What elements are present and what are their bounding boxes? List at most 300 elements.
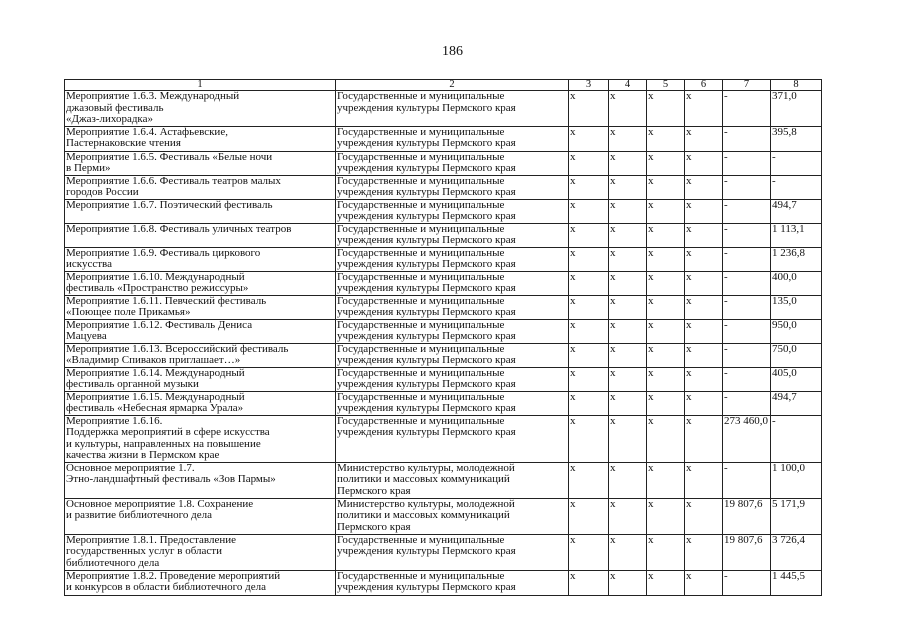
mark-col-5: х — [648, 391, 654, 403]
responsible-executor-cell — [336, 319, 569, 343]
value-col-8-cell — [771, 391, 822, 415]
mark-col-5-cell — [647, 319, 685, 343]
responsible-executor-cell — [336, 367, 569, 391]
mark-col-4: х — [610, 462, 616, 474]
value-col-8: 494,7 — [772, 391, 797, 403]
header-row — [65, 80, 822, 91]
value-col-8: 1 236,8 — [772, 247, 805, 259]
value-col-7-cell — [723, 343, 771, 367]
mark-col-4: х — [610, 151, 616, 163]
value-col-8-cell — [771, 91, 822, 127]
mark-col-5-cell — [647, 151, 685, 175]
mark-col-5-cell — [647, 534, 685, 570]
table-row — [65, 175, 822, 199]
table-row — [65, 295, 822, 319]
responsible-executor: Министерство культуры, молодежной политики и массовых коммуникаций Пермского края — [337, 462, 515, 497]
mark-col-6: х — [686, 534, 692, 546]
activity-name-cell — [65, 570, 336, 595]
value-col-8-cell — [771, 498, 822, 534]
activity-name: Мероприятие 1.6.9. Фестиваль циркового искусства — [66, 247, 261, 270]
mark-col-3-cell — [569, 534, 609, 570]
value-col-8-cell — [771, 151, 822, 175]
value-col-7-cell — [723, 247, 771, 271]
responsible-executor: Государственные и муниципальные учреждения культуры Пермского края — [337, 271, 516, 294]
mark-col-6: х — [686, 199, 692, 211]
mark-col-4: х — [610, 570, 616, 582]
responsible-executor: Государственные и муниципальные учреждения культуры Пермского края — [337, 223, 516, 246]
activity-name: Мероприятие 1.6.8. Фестиваль уличных театров — [66, 223, 292, 235]
responsible-executor: Государственные и муниципальные учреждения культуры Пермского края — [337, 90, 516, 114]
mark-col-3-cell — [569, 199, 609, 223]
value-col-7: 273 460,0 — [724, 415, 768, 427]
activity-name-cell — [65, 415, 336, 462]
value-col-7: - — [724, 175, 728, 187]
activity-name: Мероприятие 1.6.16. Поддержка мероприятий в сфере искусства и культуры, направленных на повышение качества жизни в Пермском крае — [66, 415, 270, 461]
mark-col-3-cell — [569, 295, 609, 319]
table-row — [65, 570, 822, 595]
responsible-executor: Государственные и муниципальные учреждения культуры Пермского края — [337, 415, 516, 438]
activity-name-cell — [65, 319, 336, 343]
mark-col-4: х — [610, 391, 616, 403]
value-col-7-cell — [723, 151, 771, 175]
mark-col-5-cell — [647, 343, 685, 367]
mark-col-3: х — [570, 367, 576, 379]
activity-name: Мероприятие 1.6.12. Фестиваль Дениса Мацуева — [66, 319, 253, 342]
header-cell: 4 — [609, 80, 647, 91]
mark-col-3: х — [570, 391, 576, 403]
responsible-executor: Государственные и муниципальные учреждения культуры Пермского края — [337, 175, 516, 198]
value-col-7: - — [724, 462, 728, 474]
value-col-7: - — [724, 319, 728, 331]
activity-name-cell — [65, 271, 336, 295]
mark-col-4: х — [610, 90, 616, 102]
mark-col-3-cell — [569, 126, 609, 151]
mark-col-5: х — [648, 126, 654, 138]
mark-col-3-cell — [569, 319, 609, 343]
mark-col-6-cell — [685, 343, 723, 367]
activity-name-cell — [65, 175, 336, 199]
mark-col-4: х — [610, 534, 616, 546]
mark-col-6-cell — [685, 199, 723, 223]
activity-name: Основное мероприятие 1.7. Этно-ландшафтный фестиваль «Зов Пармы» — [66, 462, 276, 485]
mark-col-6: х — [686, 271, 692, 283]
table-row — [65, 247, 822, 271]
table-row — [65, 498, 822, 534]
activity-name-cell — [65, 223, 336, 247]
mark-col-6-cell — [685, 319, 723, 343]
value-col-8-cell — [771, 271, 822, 295]
mark-col-5-cell — [647, 126, 685, 151]
table-row — [65, 391, 822, 415]
activity-name-cell — [65, 367, 336, 391]
mark-col-5: х — [648, 247, 654, 259]
activity-name-cell — [65, 462, 336, 498]
mark-col-5: х — [648, 367, 654, 379]
value-col-8: 1 113,1 — [772, 223, 805, 235]
mark-col-6: х — [686, 126, 692, 138]
mark-col-4-cell — [609, 247, 647, 271]
mark-col-3-cell — [569, 343, 609, 367]
mark-col-5: х — [648, 498, 654, 510]
value-col-8-cell — [771, 570, 822, 595]
value-col-7: - — [724, 343, 728, 355]
mark-col-5-cell — [647, 175, 685, 199]
mark-col-3: х — [570, 247, 576, 259]
value-col-8: - — [772, 175, 776, 187]
value-col-7: - — [724, 90, 728, 102]
value-col-7-cell — [723, 295, 771, 319]
mark-col-6: х — [686, 498, 692, 510]
value-col-7-cell — [723, 175, 771, 199]
mark-col-5-cell — [647, 223, 685, 247]
mark-col-4-cell — [609, 126, 647, 151]
responsible-executor-cell — [336, 462, 569, 498]
mark-col-3: х — [570, 534, 576, 546]
activity-name: Мероприятие 1.6.10. Международный фестиваль «Пространство режиссуры» — [66, 271, 249, 294]
mark-col-3-cell — [569, 415, 609, 462]
mark-col-4-cell — [609, 295, 647, 319]
mark-col-3: х — [570, 126, 576, 138]
mark-col-4-cell — [609, 175, 647, 199]
mark-col-6-cell — [685, 498, 723, 534]
value-col-8-cell — [771, 175, 822, 199]
mark-col-5-cell — [647, 570, 685, 595]
mark-col-6-cell — [685, 151, 723, 175]
responsible-executor-cell — [336, 199, 569, 223]
mark-col-6: х — [686, 570, 692, 582]
activity-name: Мероприятие 1.6.3. Международный джазовый фестиваль «Джаз-лихорадка» — [66, 90, 240, 125]
responsible-executor-cell — [336, 570, 569, 595]
mark-col-4: х — [610, 126, 616, 138]
mark-col-6-cell — [685, 462, 723, 498]
activity-name-cell — [65, 343, 336, 367]
mark-col-6: х — [686, 391, 692, 403]
page-number: 186 — [442, 44, 463, 59]
mark-col-5-cell — [647, 367, 685, 391]
responsible-executor: Государственные и муниципальные учреждения культуры Пермского края — [337, 319, 516, 342]
value-col-8: 950,0 — [772, 319, 797, 331]
mark-col-6: х — [686, 175, 692, 187]
mark-col-4-cell — [609, 199, 647, 223]
value-col-8-cell — [771, 534, 822, 570]
mark-col-5: х — [648, 175, 654, 187]
mark-col-6-cell — [685, 126, 723, 151]
value-col-8: - — [772, 151, 776, 163]
activity-name: Мероприятие 1.6.7. Поэтический фестиваль — [66, 199, 273, 211]
activity-name-cell — [65, 295, 336, 319]
mark-col-5-cell — [647, 415, 685, 462]
responsible-executor-cell — [336, 223, 569, 247]
mark-col-3-cell — [569, 223, 609, 247]
mark-col-4: х — [610, 498, 616, 510]
mark-col-3: х — [570, 151, 576, 163]
mark-col-4-cell — [609, 91, 647, 127]
mark-col-6: х — [686, 343, 692, 355]
mark-col-5-cell — [647, 271, 685, 295]
mark-col-6-cell — [685, 223, 723, 247]
value-col-7-cell — [723, 223, 771, 247]
header-cell: 3 — [569, 80, 609, 91]
mark-col-3-cell — [569, 367, 609, 391]
mark-col-5: х — [648, 90, 654, 102]
value-col-8: 3 726,4 — [772, 534, 805, 546]
activity-name: Мероприятие 1.8.1. Предоставление государственных услуг в области библиотечного дела — [66, 534, 237, 569]
mark-col-5: х — [648, 343, 654, 355]
value-col-7-cell — [723, 534, 771, 570]
activity-name: Мероприятие 1.8.2. Проведение мероприятий и конкурсов в области библиотечного дела — [66, 570, 281, 593]
mark-col-3: х — [570, 498, 576, 510]
mark-col-4: х — [610, 175, 616, 187]
table-row — [65, 462, 822, 498]
table-row — [65, 271, 822, 295]
header-cell: 8 — [771, 80, 822, 91]
mark-col-5-cell — [647, 391, 685, 415]
mark-col-4-cell — [609, 534, 647, 570]
table-row — [65, 223, 822, 247]
responsible-executor: Государственные и муниципальные учреждения культуры Пермского края — [337, 391, 516, 414]
table-row — [65, 534, 822, 570]
responsible-executor: Государственные и муниципальные учреждения культуры Пермского края — [337, 126, 516, 149]
value-col-7-cell — [723, 319, 771, 343]
mark-col-4-cell — [609, 498, 647, 534]
value-col-8: 395,8 — [772, 126, 797, 138]
responsible-executor-cell — [336, 534, 569, 570]
mark-col-4: х — [610, 343, 616, 355]
mark-col-3: х — [570, 343, 576, 355]
responsible-executor: Государственные и муниципальные учреждения культуры Пермского края — [337, 367, 516, 390]
value-col-7-cell — [723, 126, 771, 151]
mark-col-6-cell — [685, 391, 723, 415]
mark-col-6-cell — [685, 91, 723, 127]
value-col-7-cell — [723, 462, 771, 498]
mark-col-4-cell — [609, 391, 647, 415]
mark-col-5: х — [648, 319, 654, 331]
value-col-7-cell — [723, 570, 771, 595]
mark-col-6: х — [686, 319, 692, 331]
mark-col-4: х — [610, 247, 616, 259]
mark-col-5: х — [648, 415, 654, 427]
value-col-7: 19 807,6 — [724, 498, 763, 510]
mark-col-4: х — [610, 271, 616, 283]
value-col-8: 405,0 — [772, 367, 797, 379]
responsible-executor: Министерство культуры, молодежной политики и массовых коммуникаций Пермского края — [337, 498, 515, 533]
responsible-executor-cell — [336, 295, 569, 319]
mark-col-6-cell — [685, 295, 723, 319]
mark-col-4-cell — [609, 367, 647, 391]
value-col-7: - — [724, 570, 728, 582]
mark-col-6: х — [686, 247, 692, 259]
mark-col-4-cell — [609, 570, 647, 595]
mark-col-3: х — [570, 319, 576, 331]
value-col-7: - — [724, 295, 728, 307]
responsible-executor-cell — [336, 151, 569, 175]
activity-name: Мероприятие 1.6.5. Фестиваль «Белые ночи в Перми» — [66, 151, 273, 174]
responsible-executor: Государственные и муниципальные учреждения культуры Пермского края — [337, 343, 516, 366]
value-col-8: 400,0 — [772, 271, 797, 283]
responsible-executor-cell — [336, 415, 569, 462]
value-col-8: 135,0 — [772, 295, 797, 307]
value-col-8: 750,0 — [772, 343, 797, 355]
activity-name-cell — [65, 126, 336, 151]
table-row — [65, 126, 822, 151]
mark-col-5-cell — [647, 199, 685, 223]
value-col-8: 1 100,0 — [772, 462, 805, 474]
mark-col-3: х — [570, 570, 576, 582]
mark-col-5-cell — [647, 247, 685, 271]
mark-col-4: х — [610, 367, 616, 379]
mark-col-6-cell — [685, 367, 723, 391]
mark-col-5: х — [648, 271, 654, 283]
mark-col-5: х — [648, 199, 654, 211]
mark-col-3: х — [570, 223, 576, 235]
mark-col-5-cell — [647, 498, 685, 534]
value-col-8-cell — [771, 199, 822, 223]
mark-col-6: х — [686, 223, 692, 235]
mark-col-3-cell — [569, 498, 609, 534]
mark-col-4-cell — [609, 343, 647, 367]
value-col-8-cell — [771, 319, 822, 343]
mark-col-3: х — [570, 175, 576, 187]
value-col-7: - — [724, 126, 728, 138]
activity-name-cell — [65, 534, 336, 570]
activity-name: Мероприятие 1.6.4. Астафьевские, Пастернаковские чтения — [66, 126, 228, 149]
value-col-7: 19 807,6 — [724, 534, 763, 546]
value-col-8-cell — [771, 415, 822, 462]
activity-name-cell — [65, 247, 336, 271]
table-row — [65, 151, 822, 175]
value-col-7: - — [724, 151, 728, 163]
mark-col-4: х — [610, 415, 616, 427]
mark-col-5: х — [648, 223, 654, 235]
value-col-8-cell — [771, 295, 822, 319]
value-col-7-cell — [723, 199, 771, 223]
mark-col-3-cell — [569, 271, 609, 295]
responsible-executor: Государственные и муниципальные учреждения культуры Пермского края — [337, 295, 516, 318]
mark-col-6-cell — [685, 415, 723, 462]
value-col-8-cell — [771, 367, 822, 391]
mark-col-6: х — [686, 90, 692, 102]
responsible-executor: Государственные и муниципальные учреждения культуры Пермского края — [337, 534, 516, 557]
responsible-executor-cell — [336, 126, 569, 151]
mark-col-3-cell — [569, 247, 609, 271]
header-cell: 6 — [685, 80, 723, 91]
value-col-7: - — [724, 199, 728, 211]
responsible-executor-cell — [336, 175, 569, 199]
value-col-8-cell — [771, 223, 822, 247]
value-col-8-cell — [771, 343, 822, 367]
table-row — [65, 199, 822, 223]
activity-name-cell — [65, 391, 336, 415]
table-row — [65, 343, 822, 367]
value-col-8: 5 171,9 — [772, 498, 805, 510]
mark-col-4-cell — [609, 415, 647, 462]
value-col-7-cell — [723, 367, 771, 391]
mark-col-4: х — [610, 223, 616, 235]
activity-name-cell — [65, 199, 336, 223]
mark-col-4-cell — [609, 319, 647, 343]
value-col-8-cell — [771, 247, 822, 271]
responsible-executor: Государственные и муниципальные учреждения культуры Пермского края — [337, 199, 516, 222]
mark-col-4-cell — [609, 462, 647, 498]
mark-col-5-cell — [647, 462, 685, 498]
mark-col-6-cell — [685, 247, 723, 271]
mark-col-3-cell — [569, 391, 609, 415]
mark-col-5: х — [648, 570, 654, 582]
header-cell: 1 — [65, 80, 336, 91]
mark-col-6-cell — [685, 175, 723, 199]
responsible-executor-cell — [336, 343, 569, 367]
mark-col-3: х — [570, 415, 576, 427]
value-col-8: 494,7 — [772, 199, 797, 211]
mark-col-6-cell — [685, 570, 723, 595]
value-col-7: - — [724, 223, 728, 235]
activity-name-cell — [65, 151, 336, 175]
mark-col-4-cell — [609, 223, 647, 247]
responsible-executor: Государственные и муниципальные учреждения культуры Пермского края — [337, 151, 516, 174]
value-col-8: - — [772, 415, 776, 427]
value-col-7: - — [724, 367, 728, 379]
mark-col-3-cell — [569, 151, 609, 175]
activity-name: Основное мероприятие 1.8. Сохранение и развитие библиотечного дела — [66, 498, 254, 521]
value-col-8: 1 445,5 — [772, 570, 805, 582]
responsible-executor: Государственные и муниципальные учреждения культуры Пермского края — [337, 247, 516, 270]
mark-col-5-cell — [647, 295, 685, 319]
mark-col-6: х — [686, 367, 692, 379]
table-row — [65, 319, 822, 343]
table-row — [65, 91, 822, 127]
mark-col-4-cell — [609, 271, 647, 295]
responsible-executor-cell — [336, 271, 569, 295]
value-col-7: - — [724, 247, 728, 259]
value-col-7-cell — [723, 498, 771, 534]
responsible-executor-cell — [336, 391, 569, 415]
value-col-8-cell — [771, 462, 822, 498]
mark-col-6: х — [686, 295, 692, 307]
activity-name: Мероприятие 1.6.6. Фестиваль театров малых городов России — [66, 175, 281, 198]
table-row — [65, 415, 822, 462]
mark-col-3: х — [570, 295, 576, 307]
value-col-8-cell — [771, 126, 822, 151]
header-cell: 5 — [647, 80, 685, 91]
mark-col-3: х — [570, 271, 576, 283]
value-col-7-cell — [723, 91, 771, 127]
activity-name: Мероприятие 1.6.13. Всероссийский фестиваль «Владимир Спиваков приглашает…» — [66, 343, 289, 366]
mark-col-5-cell — [647, 91, 685, 127]
mark-col-3-cell — [569, 175, 609, 199]
program-table — [64, 79, 822, 596]
mark-col-3: х — [570, 199, 576, 211]
mark-col-5: х — [648, 295, 654, 307]
mark-col-4: х — [610, 319, 616, 331]
header-cell: 7 — [723, 80, 771, 91]
value-col-7: - — [724, 391, 728, 403]
mark-col-4: х — [610, 295, 616, 307]
value-col-7-cell — [723, 391, 771, 415]
value-col-7: - — [724, 271, 728, 283]
mark-col-6: х — [686, 151, 692, 163]
mark-col-4: х — [610, 199, 616, 211]
activity-name-cell — [65, 498, 336, 534]
mark-col-5: х — [648, 462, 654, 474]
mark-col-3-cell — [569, 462, 609, 498]
header-cell: 2 — [336, 80, 569, 91]
mark-col-6-cell — [685, 271, 723, 295]
mark-col-5: х — [648, 534, 654, 546]
activity-name: Мероприятие 1.6.15. Международный фестиваль «Небесная ярмарка Урала» — [66, 391, 245, 414]
mark-col-3-cell — [569, 91, 609, 127]
mark-col-6-cell — [685, 534, 723, 570]
responsible-executor: Государственные и муниципальные учреждения культуры Пермского края — [337, 570, 516, 593]
